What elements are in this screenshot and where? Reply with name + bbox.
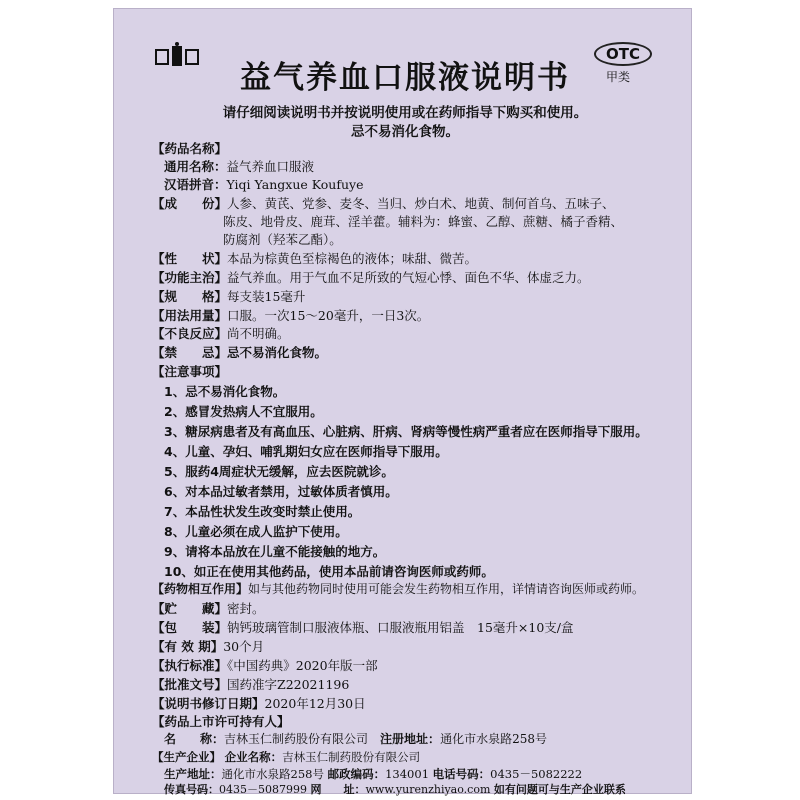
precautions-label: 【注意事项】 bbox=[152, 364, 228, 379]
otc-badge: OTC bbox=[594, 42, 652, 66]
ingredients-label: 【成 份】 bbox=[152, 196, 228, 211]
precaution-item: 3、糖尿病患者及有高血压、心脏病、肝病、肾病等慢性病严重者应在医师指导下服用。 bbox=[164, 424, 648, 439]
revision-date: 2020年12月30日 bbox=[264, 696, 366, 711]
holder-address: 通化市水泉路258号 bbox=[440, 732, 547, 746]
adverse-reactions: 尚不明确。 bbox=[227, 326, 290, 341]
revision-label: 【说明书修订日期】 bbox=[152, 696, 265, 711]
storage: 密封。 bbox=[227, 601, 265, 616]
indications-label: 【功能主治】 bbox=[152, 270, 228, 285]
approval-label: 【批准文号】 bbox=[152, 677, 228, 692]
validity: 30个月 bbox=[223, 639, 265, 654]
precaution-item: 6、对本品过敏者禁用，过敏体质者慎用。 bbox=[164, 484, 398, 499]
common-name-label: 通用名称： bbox=[164, 159, 227, 174]
validity-label: 【有 效 期】 bbox=[152, 639, 224, 654]
holder-label: 【药品上市许可持有人】 bbox=[152, 714, 290, 729]
website: www.yurenzhiyao.com bbox=[365, 783, 491, 796]
holder-name-label: 名 称： bbox=[164, 732, 225, 746]
properties-label: 【性 状】 bbox=[152, 251, 228, 266]
specification-label: 【规 格】 bbox=[152, 289, 228, 304]
fax-number: 0435－5087999 bbox=[219, 783, 307, 796]
ingredients-line: 防腐剂（羟苯乙酯）。 bbox=[223, 232, 342, 247]
precaution-item: 8、儿童必须在成人监护下使用。 bbox=[164, 524, 348, 539]
holder-address-label: 注册地址： bbox=[380, 732, 441, 746]
brand-logo bbox=[154, 42, 202, 70]
postcode-label: 邮政编码： bbox=[327, 767, 386, 781]
drug-name-header: 【药品名称】 bbox=[152, 141, 228, 156]
manufacturer-address-label: 生产地址： bbox=[164, 767, 222, 781]
manufacturer-address: 通化市水泉路258号 bbox=[221, 767, 324, 781]
phone-label: 电话号码： bbox=[432, 767, 491, 781]
usage-warning: 请仔细阅读说明书并按说明使用或在药师指导下购买和使用。 bbox=[222, 105, 588, 121]
postcode: 134001 bbox=[385, 767, 430, 781]
precaution-item: 5、服药4周症状无缓解，应去医院就诊。 bbox=[164, 464, 394, 479]
interactions-label: 【药物相互作用】 bbox=[152, 582, 249, 596]
properties: 本品为棕黄色至棕褐色的液体；味甜、微苦。 bbox=[227, 251, 478, 266]
pinyin: Yiqi Yangxue Koufuye bbox=[226, 177, 364, 192]
contraindication: 忌不易消化食物。 bbox=[227, 345, 328, 360]
interactions: 如与其他药物同时使用可能会发生药物相互作用，详情请咨询医师或药师。 bbox=[248, 582, 645, 596]
precaution-item: 9、请将本品放在儿童不能接触的地方。 bbox=[164, 544, 386, 559]
adverse-label: 【不良反应】 bbox=[152, 326, 228, 341]
indications: 益气养血。用于气血不足所致的气短心悸、面色不华、体虚乏力。 bbox=[227, 270, 590, 285]
package-label: 【包 装】 bbox=[152, 620, 228, 635]
manufacturer-name-label: 企业名称： bbox=[224, 750, 283, 764]
document-title: 益气养血口服液说明书 bbox=[240, 60, 570, 96]
diet-warning: 忌不易消化食物。 bbox=[351, 124, 459, 140]
manufacturer-label: 【生产企业】 bbox=[152, 750, 221, 764]
otc-category: 甲类 bbox=[606, 70, 631, 84]
standard-label: 【执行标准】 bbox=[152, 658, 228, 673]
ingredients-line: 陈皮、地骨皮、鹿茸、淫羊藿。辅料为：蜂蜜、乙醇、蔗糖、橘子香精、 bbox=[223, 214, 624, 229]
website-label: 网 址： bbox=[310, 783, 366, 796]
precaution-item: 7、本品性状发生改变时禁止使用。 bbox=[164, 504, 361, 519]
precaution-item: 1、忌不易消化食物。 bbox=[164, 384, 286, 399]
specification: 每支装15毫升 bbox=[227, 289, 306, 304]
precaution-item: 10、如正在使用其他药品，使用本品前请咨询医师或药师。 bbox=[164, 564, 494, 579]
holder-name: 吉林玉仁制药股份有限公司 bbox=[224, 732, 369, 746]
usage: 口服。一次15～20毫升，一日3次。 bbox=[227, 308, 430, 323]
footer-contact-note: 如有问题可与生产企业联系 bbox=[493, 783, 626, 796]
contraindication-label: 【禁 忌】 bbox=[152, 345, 228, 360]
precaution-item: 4、儿童、孕妇、哺乳期妇女应在医师指导下服用。 bbox=[164, 444, 448, 459]
common-name: 益气养血口服液 bbox=[226, 159, 315, 174]
storage-label: 【贮 藏】 bbox=[152, 601, 228, 616]
ingredients-line: 人参、黄芪、党参、麦冬、当归、炒白术、地黄、制何首乌、五味子、 bbox=[227, 196, 615, 211]
approval-number: 国药准字Z22021196 bbox=[227, 677, 350, 692]
usage-label: 【用法用量】 bbox=[152, 308, 228, 323]
fax-label: 传真号码： bbox=[164, 783, 219, 796]
package: 钠钙玻璃管制口服液体瓶、口服液瓶用铝盖 15毫升×10支/盒 bbox=[227, 620, 574, 635]
pinyin-label: 汉语拼音： bbox=[164, 177, 227, 192]
manufacturer-name: 吉林玉仁制药股份有限公司 bbox=[282, 750, 421, 764]
phone-number: 0435－5082222 bbox=[490, 767, 583, 781]
standard: 《中国药典》2020年版一部 bbox=[227, 658, 378, 673]
precaution-item: 2、感冒发热病人不宜服用。 bbox=[164, 404, 323, 419]
